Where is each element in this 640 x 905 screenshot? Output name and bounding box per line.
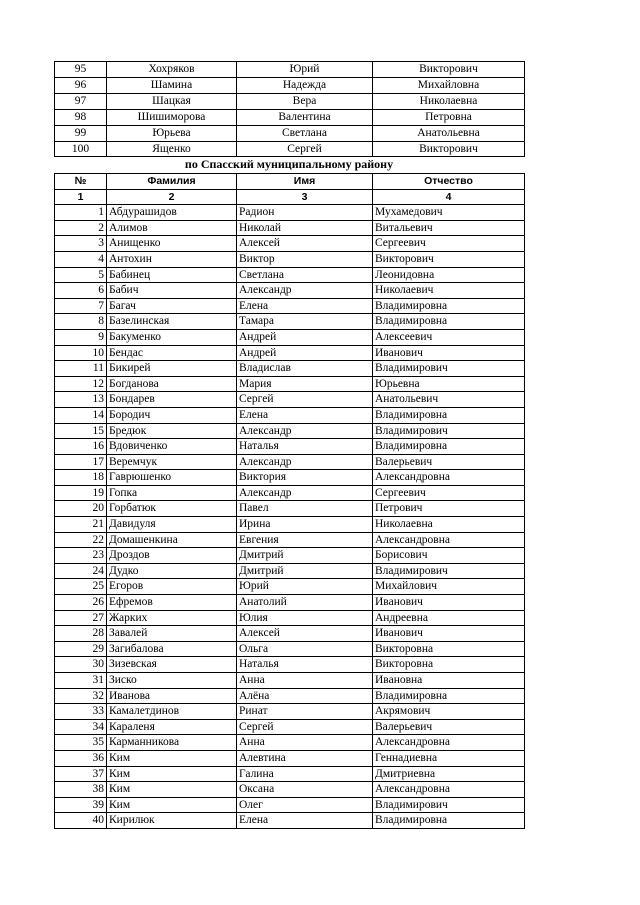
row-name: Анна <box>237 735 373 751</box>
row-surname: Дроздов <box>107 548 237 564</box>
row-patronymic: Михайловна <box>373 77 525 93</box>
row-patronymic: Владимировна <box>373 314 525 330</box>
row-patronymic: Иванович <box>373 595 525 611</box>
row-name: Надежда <box>237 77 373 93</box>
row-number: 39 <box>55 797 107 813</box>
row-patronymic: Александровна <box>373 532 525 548</box>
table-row <box>55 750 525 766</box>
row-patronymic: Александровна <box>373 782 525 798</box>
row-patronymic: Иванович <box>373 626 525 642</box>
row-name: Юрий <box>237 62 373 78</box>
row-name: Владислав <box>237 361 373 377</box>
row-name: Наталья <box>237 439 373 455</box>
row-name: Николай <box>237 220 373 236</box>
row-number: 27 <box>55 610 107 626</box>
row-patronymic: Николаевна <box>373 93 525 109</box>
row-number: 38 <box>55 782 107 798</box>
row-patronymic: Алексеевич <box>373 329 525 345</box>
table-row <box>55 673 525 689</box>
table-row <box>55 141 525 157</box>
row-name: Александр <box>237 423 373 439</box>
district-list-body <box>55 205 525 829</box>
table-row <box>55 314 525 330</box>
row-patronymic: Викторовна <box>373 657 525 673</box>
row-number: 13 <box>55 392 107 408</box>
row-number: 34 <box>55 719 107 735</box>
row-name: Олег <box>237 797 373 813</box>
row-name: Елена <box>237 813 373 829</box>
row-patronymic: Александровна <box>373 470 525 486</box>
table-row <box>55 626 525 642</box>
table-row <box>55 719 525 735</box>
table-row <box>55 298 525 314</box>
header-name: Имя <box>237 174 373 190</box>
row-patronymic: Геннадиевна <box>373 750 525 766</box>
row-name: Елена <box>237 407 373 423</box>
table-row <box>55 813 525 829</box>
row-patronymic: Витальевич <box>373 220 525 236</box>
row-patronymic: Владимировна <box>373 439 525 455</box>
row-surname: Иванова <box>107 688 237 704</box>
table-row <box>55 251 525 267</box>
row-patronymic: Владимировна <box>373 407 525 423</box>
table-row <box>55 563 525 579</box>
row-number: 98 <box>55 109 107 125</box>
row-name: Елена <box>237 298 373 314</box>
row-surname: Алимов <box>107 220 237 236</box>
row-surname: Шишиморова <box>107 109 237 125</box>
row-surname: Бакуменко <box>107 329 237 345</box>
row-name: Дмитрий <box>237 563 373 579</box>
header-surname: Фамилия <box>107 174 237 190</box>
row-surname: Ким <box>107 750 237 766</box>
row-number: 19 <box>55 485 107 501</box>
row-surname: Богданова <box>107 376 237 392</box>
row-number: 14 <box>55 407 107 423</box>
row-patronymic: Владимирович <box>373 563 525 579</box>
row-number: 8 <box>55 314 107 330</box>
row-name: Мария <box>237 376 373 392</box>
row-number: 25 <box>55 579 107 595</box>
row-number: 26 <box>55 595 107 611</box>
row-surname: Ященко <box>107 141 237 157</box>
row-name: Ольга <box>237 641 373 657</box>
row-surname: Вдовиченко <box>107 439 237 455</box>
row-number: 22 <box>55 532 107 548</box>
row-name: Анатолий <box>237 595 373 611</box>
table-row <box>55 109 525 125</box>
row-name: Алексей <box>237 236 373 252</box>
row-name: Тамара <box>237 314 373 330</box>
row-patronymic: Дмитриевна <box>373 766 525 782</box>
row-number: 97 <box>55 93 107 109</box>
table-row <box>55 423 525 439</box>
row-number: 7 <box>55 298 107 314</box>
table-row <box>55 93 525 109</box>
table-row <box>55 735 525 751</box>
row-name: Радион <box>237 205 373 221</box>
row-number: 96 <box>55 77 107 93</box>
table-row <box>55 236 525 252</box>
row-number: 32 <box>55 688 107 704</box>
row-patronymic: Сергеевич <box>373 485 525 501</box>
row-surname: Бородич <box>107 407 237 423</box>
table-row <box>55 485 525 501</box>
row-surname: Юрьева <box>107 125 237 141</box>
row-patronymic: Валерьевич <box>373 719 525 735</box>
row-surname: Домашенкина <box>107 532 237 548</box>
table-row <box>55 782 525 798</box>
row-number: 30 <box>55 657 107 673</box>
row-name: Александр <box>237 454 373 470</box>
table-row <box>55 657 525 673</box>
row-number: 9 <box>55 329 107 345</box>
table-row <box>55 641 525 657</box>
row-number: 37 <box>55 766 107 782</box>
row-surname: Шамина <box>107 77 237 93</box>
row-patronymic: Ивановна <box>373 673 525 689</box>
row-surname: Зиско <box>107 673 237 689</box>
row-patronymic: Иванович <box>373 345 525 361</box>
row-number: 29 <box>55 641 107 657</box>
row-name: Виктория <box>237 470 373 486</box>
table-row <box>55 688 525 704</box>
row-number: 24 <box>55 563 107 579</box>
row-name: Ринат <box>237 704 373 720</box>
row-name: Юрий <box>237 579 373 595</box>
row-patronymic: Леонидовна <box>373 267 525 283</box>
row-patronymic: Николаевич <box>373 283 525 299</box>
table-row <box>55 62 525 78</box>
row-number: 2 <box>55 220 107 236</box>
row-patronymic: Акрямович <box>373 704 525 720</box>
row-surname: Давидуля <box>107 517 237 533</box>
table-row <box>55 595 525 611</box>
row-patronymic: Андреевна <box>373 610 525 626</box>
table-row <box>55 205 525 221</box>
row-number: 1 <box>55 205 107 221</box>
row-patronymic: Михайлович <box>373 579 525 595</box>
column-number-1: 1 <box>55 189 107 205</box>
row-surname: Бредюк <box>107 423 237 439</box>
row-patronymic: Викторович <box>373 62 525 78</box>
table-row <box>55 517 525 533</box>
row-name: Андрей <box>237 345 373 361</box>
row-name: Сергей <box>237 141 373 157</box>
row-number: 12 <box>55 376 107 392</box>
row-name: Валентина <box>237 109 373 125</box>
district-list-table <box>54 173 525 829</box>
header-row <box>55 174 525 190</box>
row-patronymic: Викторовна <box>373 641 525 657</box>
row-surname: Базелинская <box>107 314 237 330</box>
table-row <box>55 610 525 626</box>
header-patronymic: Отчество <box>373 174 525 190</box>
table-row <box>55 329 525 345</box>
table-row <box>55 704 525 720</box>
table-row <box>55 345 525 361</box>
row-name: Галина <box>237 766 373 782</box>
row-patronymic: Мухамедович <box>373 205 525 221</box>
row-surname: Камалетдинов <box>107 704 237 720</box>
table-row <box>55 548 525 564</box>
table-row <box>55 392 525 408</box>
row-patronymic: Владимировна <box>373 813 525 829</box>
row-surname: Антохин <box>107 251 237 267</box>
row-name: Алексей <box>237 626 373 642</box>
header-number: № <box>55 174 107 190</box>
row-number: 20 <box>55 501 107 517</box>
row-number: 15 <box>55 423 107 439</box>
row-number: 10 <box>55 345 107 361</box>
row-patronymic: Петровна <box>373 109 525 125</box>
row-name: Алёна <box>237 688 373 704</box>
table-row <box>55 77 525 93</box>
table-row <box>55 220 525 236</box>
row-surname: Зизевская <box>107 657 237 673</box>
row-surname: Гаврюшенко <box>107 470 237 486</box>
row-patronymic: Николаевна <box>373 517 525 533</box>
row-number: 18 <box>55 470 107 486</box>
row-name: Александр <box>237 283 373 299</box>
table-row <box>55 797 525 813</box>
column-number-2: 2 <box>107 189 237 205</box>
row-patronymic: Владимирович <box>373 361 525 377</box>
row-surname: Кирилюк <box>107 813 237 829</box>
row-patronymic: Петрович <box>373 501 525 517</box>
table-row <box>55 454 525 470</box>
row-name: Дмитрий <box>237 548 373 564</box>
table-row <box>55 579 525 595</box>
row-name: Александр <box>237 485 373 501</box>
row-number: 3 <box>55 236 107 252</box>
row-number: 31 <box>55 673 107 689</box>
row-surname: Карманникова <box>107 735 237 751</box>
row-surname: Бабинец <box>107 267 237 283</box>
row-surname: Ефремов <box>107 595 237 611</box>
row-name: Светлана <box>237 125 373 141</box>
row-name: Павел <box>237 501 373 517</box>
row-patronymic: Анатольевна <box>373 125 525 141</box>
row-number: 33 <box>55 704 107 720</box>
row-number: 4 <box>55 251 107 267</box>
row-number: 23 <box>55 548 107 564</box>
row-surname: Шацкая <box>107 93 237 109</box>
row-number: 21 <box>55 517 107 533</box>
row-surname: Абдурашидов <box>107 205 237 221</box>
row-name: Наталья <box>237 657 373 673</box>
row-patronymic: Юрьевна <box>373 376 525 392</box>
table-row <box>55 407 525 423</box>
table-row <box>55 439 525 455</box>
column-number-4: 4 <box>373 189 525 205</box>
row-patronymic: Владимировна <box>373 298 525 314</box>
table-row <box>55 361 525 377</box>
row-patronymic: Александровна <box>373 735 525 751</box>
previous-list-table <box>54 61 525 157</box>
row-number: 95 <box>55 62 107 78</box>
row-surname: Егоров <box>107 579 237 595</box>
row-patronymic: Владимирович <box>373 423 525 439</box>
row-surname: Бендас <box>107 345 237 361</box>
table-row <box>55 766 525 782</box>
row-name: Евгения <box>237 532 373 548</box>
row-surname: Бикирей <box>107 361 237 377</box>
column-number-3: 3 <box>237 189 373 205</box>
row-patronymic: Анатольевич <box>373 392 525 408</box>
row-name: Анна <box>237 673 373 689</box>
row-surname: Анищенко <box>107 236 237 252</box>
table-row <box>55 532 525 548</box>
row-surname: Багач <box>107 298 237 314</box>
row-name: Андрей <box>237 329 373 345</box>
row-name: Виктор <box>237 251 373 267</box>
row-number: 16 <box>55 439 107 455</box>
row-patronymic: Владимировна <box>373 688 525 704</box>
row-number: 36 <box>55 750 107 766</box>
row-surname: Хохряков <box>107 62 237 78</box>
row-name: Сергей <box>237 392 373 408</box>
row-number: 35 <box>55 735 107 751</box>
table-row <box>55 501 525 517</box>
row-surname: Бабич <box>107 283 237 299</box>
row-surname: Загибалова <box>107 641 237 657</box>
row-name: Вера <box>237 93 373 109</box>
row-surname: Горбатюк <box>107 501 237 517</box>
table-row <box>55 267 525 283</box>
row-number: 100 <box>55 141 107 157</box>
row-number: 17 <box>55 454 107 470</box>
row-name: Сергей <box>237 719 373 735</box>
row-surname: Веремчук <box>107 454 237 470</box>
column-number-row <box>55 189 525 205</box>
row-name: Алевтина <box>237 750 373 766</box>
row-patronymic: Викторович <box>373 251 525 267</box>
row-number: 6 <box>55 283 107 299</box>
table-header <box>55 174 525 205</box>
row-surname: Дудко <box>107 563 237 579</box>
row-name: Ирина <box>237 517 373 533</box>
row-patronymic: Борисович <box>373 548 525 564</box>
row-patronymic: Валерьевич <box>373 454 525 470</box>
row-number: 99 <box>55 125 107 141</box>
table-row <box>55 470 525 486</box>
previous-list-body <box>55 62 525 157</box>
row-number: 11 <box>55 361 107 377</box>
row-surname: Ким <box>107 782 237 798</box>
row-number: 5 <box>55 267 107 283</box>
row-surname: Жарких <box>107 610 237 626</box>
row-surname: Бондарев <box>107 392 237 408</box>
row-surname: Караленя <box>107 719 237 735</box>
row-name: Оксана <box>237 782 373 798</box>
section-title: по Спасский муниципальному району <box>184 157 394 171</box>
table-row <box>55 376 525 392</box>
row-patronymic: Владимирович <box>373 797 525 813</box>
row-surname: Ким <box>107 766 237 782</box>
row-surname: Завалей <box>107 626 237 642</box>
row-name: Светлана <box>237 267 373 283</box>
row-number: 28 <box>55 626 107 642</box>
row-surname: Гопка <box>107 485 237 501</box>
row-name: Юлия <box>237 610 373 626</box>
row-patronymic: Викторович <box>373 141 525 157</box>
row-patronymic: Сергеевич <box>373 236 525 252</box>
row-surname: Ким <box>107 797 237 813</box>
row-number: 40 <box>55 813 107 829</box>
table-row <box>55 125 525 141</box>
table-row <box>55 283 525 299</box>
